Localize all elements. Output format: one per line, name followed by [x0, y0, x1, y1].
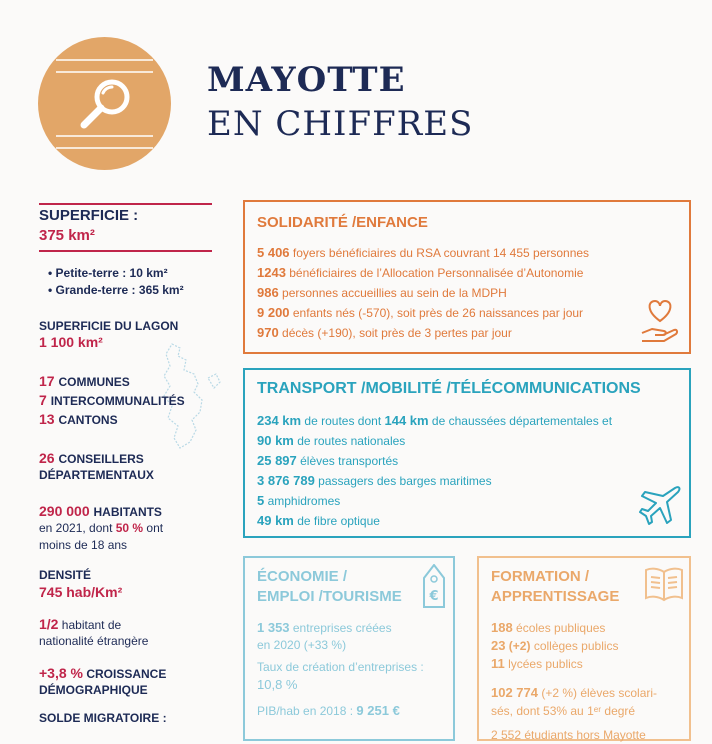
- cantons-num: 13: [39, 411, 55, 427]
- list-item: Taux de création d’entreprises :: [257, 660, 424, 674]
- solde-label: SOLDE MIGRATOIRE :: [39, 711, 167, 725]
- habitants: [39, 503, 224, 520]
- petite-terre: • Petite-terre : 10 km²: [48, 266, 168, 280]
- list-item: [257, 431, 612, 451]
- lagon-label: SUPERFICIE DU LAGON: [39, 319, 179, 333]
- list-item: [257, 491, 612, 511]
- croissance-label: CROISSANCE: [82, 667, 167, 681]
- transport-box: [243, 368, 691, 538]
- line-number: (+2): [505, 639, 531, 653]
- line-text: entreprises créées: [289, 621, 392, 635]
- grande-terre: • Grande-terre : 365 km²: [48, 283, 184, 297]
- superficie-label: SUPERFICIE :: [39, 207, 139, 224]
- lagon-value: 1 100 km²: [39, 334, 103, 350]
- formation-title-line: APPRENTISSAGE: [491, 588, 620, 605]
- line-number: 25 897: [257, 453, 297, 468]
- solidarite-box: [243, 200, 691, 354]
- line-text: collèges publics: [530, 639, 619, 653]
- croissance: [39, 665, 224, 682]
- list-item: en 2020 (+33 %): [257, 638, 347, 652]
- airplane-icon: [637, 482, 683, 528]
- densite-value: 745 hab/Km²: [39, 584, 123, 600]
- communes-num: 17: [39, 373, 55, 389]
- line-text: PIB/hab en 2018 :: [257, 704, 357, 718]
- list-item: [257, 511, 612, 531]
- svg-text:€: €: [429, 589, 439, 604]
- list-item: [257, 471, 612, 491]
- formation-box: [477, 556, 691, 741]
- list-item: [491, 637, 657, 655]
- line-number: 986: [257, 285, 279, 300]
- list-item: [257, 619, 424, 637]
- list-item: [491, 655, 657, 673]
- interco-label: INTERCOMMUNALITÉS: [50, 394, 185, 408]
- line-number: 970: [257, 325, 279, 340]
- solidarite-title: SOLIDARITÉ /ENFANCE: [257, 214, 428, 231]
- interco-num: 7: [39, 392, 47, 408]
- conseillers: [39, 450, 224, 467]
- formation-title-line: FORMATION /: [491, 568, 590, 585]
- habitants-line3: moins de 18 ans: [39, 538, 128, 552]
- etranger-num: 1/2: [39, 616, 59, 632]
- page-title: MAYOTTE: [207, 60, 406, 100]
- list-item: [257, 283, 589, 303]
- densite-label: DENSITÉ: [39, 568, 92, 582]
- habitants-text: en 2021, dont: [39, 521, 116, 535]
- line-text: bénéficiaires de l’Allocation Personnalisée d’Autonomie: [285, 266, 584, 280]
- line-number: 23: [491, 638, 506, 653]
- divider: [39, 203, 212, 205]
- list-item: [257, 411, 612, 431]
- habitants-label: HABITANTS: [93, 505, 162, 519]
- line-text: écoles publiques: [512, 621, 606, 635]
- line-number: 1 353: [257, 620, 290, 635]
- transport-lines: [257, 411, 612, 531]
- line-text: foyers bénéficiaires du RSA couvrant 14 455 personnes: [289, 246, 590, 260]
- line-number: 9 251 €: [356, 703, 400, 718]
- line-number: 3 876 789: [257, 473, 315, 488]
- list-item: [257, 323, 589, 343]
- line-number: 1243: [257, 265, 286, 280]
- superficie-value: 375 km²: [39, 227, 95, 244]
- line-text: de fibre optique: [293, 514, 380, 528]
- line-number: 188: [491, 620, 513, 635]
- cantons-label: CANTONS: [58, 413, 118, 427]
- croissance-num: +3,8 %: [39, 665, 83, 681]
- cantons: [39, 411, 224, 428]
- line-number: 144 km: [384, 413, 429, 428]
- solidarite-lines: [257, 243, 589, 343]
- etranger: [39, 616, 224, 633]
- etranger-text: habitant de: [58, 618, 122, 632]
- heart-hand-icon: [638, 297, 682, 345]
- list-item: [257, 451, 612, 471]
- line-text: personnes accueillies au sein de la MDPH: [278, 286, 507, 300]
- header-badge: [38, 37, 171, 170]
- line-text: passagers des barges maritimes: [314, 474, 492, 488]
- habitants-pct: 50 %: [115, 521, 144, 535]
- line-text: (+2 %) élèves scolari-: [538, 686, 658, 700]
- economie-title-line: EMPLOI /TOURISME: [257, 588, 402, 605]
- line-number: 9 200: [257, 305, 290, 320]
- list-item: [491, 684, 657, 702]
- list-item: 10,8 %: [257, 677, 298, 692]
- line-number: 11: [491, 656, 505, 671]
- page-subtitle: EN CHIFFRES: [207, 104, 474, 144]
- communes: [39, 373, 224, 390]
- line-text: de routes nationales: [293, 434, 406, 448]
- economie-box: [243, 556, 455, 741]
- habitants-line2: [39, 520, 224, 536]
- list-item: [257, 263, 589, 283]
- croissance-line2: DÉMOGRAPHIQUE: [39, 683, 148, 697]
- list-item: sés, dont 53% au 1ᵉʳ degré: [491, 704, 636, 718]
- book-icon: [643, 566, 685, 602]
- magnifier-icon: [72, 71, 138, 137]
- line-text: de routes dont: [301, 414, 385, 428]
- line-number: 49 km: [257, 513, 294, 528]
- etranger-line2: nationalité étrangère: [39, 634, 149, 648]
- line-text: amphidromes: [264, 494, 341, 508]
- line-text: décès (+190), soit près de 3 pertes par jour: [278, 326, 512, 340]
- list-item: 2 552 étudiants hors Mayotte: [491, 728, 646, 742]
- conseillers-num: 26: [39, 450, 55, 466]
- line-number: 102 774: [491, 685, 538, 700]
- line-number: 234 km: [257, 413, 302, 428]
- formation-lines: [491, 619, 657, 744]
- conseillers-label2: DÉPARTEMENTAUX: [39, 468, 154, 482]
- habitants-num: 290 000: [39, 503, 90, 519]
- line-number: 5 406: [257, 245, 290, 260]
- line-text: enfants nés (-570), soit près de 26 naissances par jour: [289, 306, 584, 320]
- list-item: [257, 243, 589, 263]
- divider: [39, 250, 212, 252]
- formation-title: [491, 567, 619, 607]
- line-number: 90 km: [257, 433, 294, 448]
- economie-title-line: ÉCONOMIE /: [257, 568, 348, 585]
- list-item: [491, 619, 657, 637]
- line-text: de chaussées départementales et: [428, 414, 613, 428]
- line-number: 5: [257, 493, 265, 508]
- transport-title: TRANSPORT /MOBILITÉ /TÉLÉCOMMUNICATIONS: [257, 380, 641, 397]
- list-item: [257, 702, 424, 720]
- line-text: lycées publics: [504, 657, 583, 671]
- habitants-text: ont: [143, 521, 164, 535]
- communes-label: COMMUNES: [58, 375, 130, 389]
- conseillers-label: CONSEILLERS: [58, 452, 144, 466]
- line-text: élèves transportés: [296, 454, 399, 468]
- economie-lines: [257, 619, 424, 720]
- economie-title: [257, 567, 402, 607]
- euro-tag-icon: [421, 564, 447, 610]
- list-item: [257, 303, 589, 323]
- intercommunalites: [39, 392, 224, 409]
